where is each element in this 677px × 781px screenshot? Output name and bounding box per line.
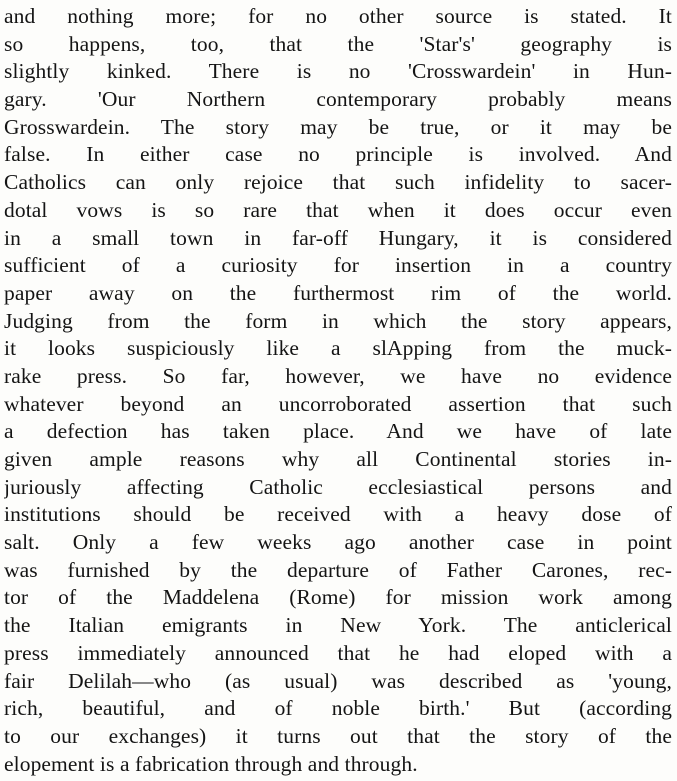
text-line: fair Delilah—who (as usual) was described as 'young,: [4, 668, 672, 693]
text-line: rich, beautiful, and of noble birth.' But (according: [4, 696, 672, 721]
text-line: sufficient of a curiosity for insertion in a country: [4, 253, 672, 278]
text-line: elopement is a fabrication through and through.: [4, 751, 418, 776]
text-line: given ample reasons why all Continental stories in-: [4, 447, 672, 471]
text-line: a defection has taken place. And we have of late: [4, 419, 672, 444]
text-line: to our exchanges) it turns out that the story of the: [4, 723, 672, 748]
text-line: in a small town in far-off Hungary, it is considered: [4, 225, 672, 250]
text-line: so happens, too, that the 'Star's' geography is: [4, 31, 672, 56]
text-line: juriously affecting Catholic ecclesiastical persons and: [4, 474, 672, 499]
text-line: was furnished by the departure of Father Carones, rec-: [4, 557, 672, 582]
text-line: it looks suspiciously like a slApping from the muck-: [4, 336, 672, 361]
text-line: slightly kinked. There is no 'Crosswardein' in Hun-: [4, 59, 672, 84]
article-column: [4, 3, 672, 778]
text-line: dotal vows is so rare that when it does occur even: [4, 197, 672, 222]
text-line: false. In either case no principle is involved. And: [4, 142, 672, 167]
text-line: gary. 'Our Northern contemporary probably means: [4, 87, 672, 112]
text-line: whatever beyond an uncorroborated assertion that such: [4, 391, 672, 416]
text-line: rake press. So far, however, we have no evidence: [4, 363, 672, 388]
text-line: Grosswardein. The story may be true, or it may be: [4, 114, 672, 139]
text-line: Judging from the form in which the story appears,: [4, 308, 672, 333]
text-line: salt. Only a few weeks ago another case in point: [4, 530, 672, 555]
text-line: and nothing more; for no other source is stated. It: [4, 4, 672, 28]
text-line: Catholics can only rejoice that such infidelity to sacer-: [4, 170, 672, 195]
text-line: institutions should be received with a heavy dose of: [4, 502, 672, 527]
text-line: paper away on the furthermost rim of the world.: [4, 280, 672, 305]
text-line: press immediately announced that he had eloped with a: [4, 640, 672, 665]
text-line: tor of the Maddelena (Rome) for mission work among: [4, 585, 672, 610]
text-line: the Italian emigrants in New York. The anticlerical: [4, 613, 672, 638]
